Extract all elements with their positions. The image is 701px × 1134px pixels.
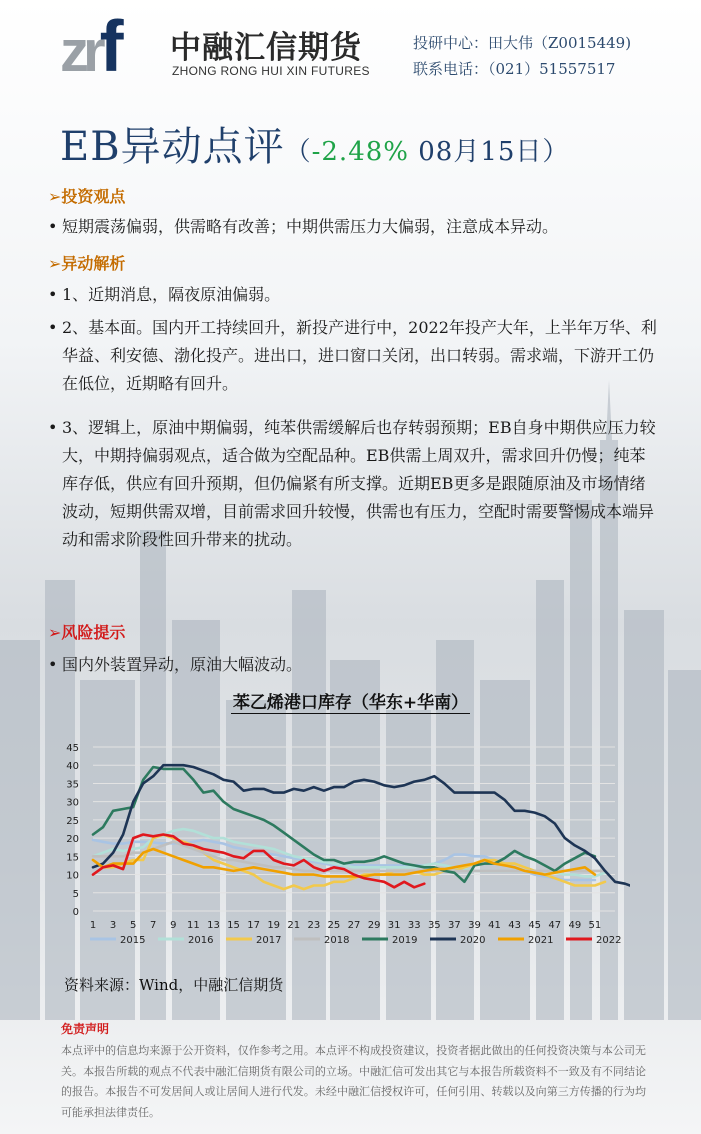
view-item: • 短期震荡偏弱，供需略有改善；中期供需压力大偏弱，注意成本异动。 — [48, 213, 658, 241]
analysis-item-2: • 2、基本面。国内开工持续回升，新投产进行中，2022年投产大年，上半年万华、利华益、利安德、渤化投产。进出口，进口窗口关闭，出口转弱。需求端，下游开工仍在低位，近期略有回升。 — [48, 314, 658, 398]
x-tick-label: 3 — [109, 920, 117, 931]
x-tick-label: 49 — [568, 920, 582, 931]
x-tick-label: 37 — [448, 920, 461, 931]
x-tick-label: 45 — [528, 920, 542, 931]
y-tick-label: 10 — [66, 870, 79, 882]
bullet-icon: • — [48, 285, 58, 304]
x-tick-label: 15 — [227, 920, 240, 931]
y-tick-label: 5 — [72, 888, 79, 900]
x-tick-label: 27 — [347, 920, 361, 931]
bullet-icon: • — [48, 217, 58, 236]
risk-item: • 国内外装置异动，原油大幅波动。 — [48, 651, 658, 679]
y-tick-label: 40 — [66, 761, 79, 773]
arrow-icon: ➢ — [48, 623, 62, 642]
bullet-icon: • — [48, 418, 58, 437]
legend-label-2015: 2015 — [120, 935, 146, 946]
y-tick-label: 20 — [66, 834, 79, 846]
data-source: 资料来源：Wind，中融汇信期货 — [64, 976, 284, 994]
company-name-en: ZHONG RONG HUI XIN FUTURES — [172, 64, 370, 78]
legend-label-2022: 2022 — [596, 935, 622, 946]
legend-label-2019: 2019 — [392, 935, 418, 946]
title-paren-open: （ — [284, 137, 312, 167]
x-tick-label: 19 — [267, 920, 281, 931]
phone-line: 联系电话：（021）51557517 — [413, 60, 616, 78]
x-tick-label: 25 — [327, 920, 341, 931]
inventory-line-chart — [60, 712, 630, 962]
legend-label-2018: 2018 — [324, 935, 350, 946]
y-tick-label: 45 — [66, 743, 79, 754]
section-heading-view: ➢投资观点 — [48, 187, 126, 206]
x-tick-label: 29 — [367, 920, 381, 931]
x-tick-label: 51 — [588, 920, 602, 931]
x-tick-label: 23 — [307, 920, 321, 931]
y-tick-label: 30 — [66, 797, 79, 809]
x-tick-label: 43 — [508, 920, 521, 931]
series-line-2015 — [93, 840, 595, 880]
y-tick-label: 35 — [66, 779, 79, 791]
x-tick-label: 5 — [129, 920, 137, 931]
bullet-icon: • — [48, 318, 58, 337]
arrow-icon: ➢ — [48, 187, 62, 206]
x-tick-label: 31 — [387, 920, 401, 931]
disclaimer-title: 免责声明 — [61, 1022, 110, 1036]
disclaimer-text: 本点评中的信息均来源于公开资料，仅作参考之用。本点评不构成投资建议，投资者据此做出的任何投资决策与本公司无关。本报告所载的观点不代表中融汇信期货有限公司的立场。中融汇信可发出其它与本报告所载资料不一致及有不同结论的报告。本报告不可发居间人或让居间人进行代发。未经中融汇信授权许可，任何引用、转载以及向第三方传播的行为均可能承担法律责任。 — [61, 1044, 646, 1119]
title-date: 08月15日） — [409, 137, 570, 167]
x-tick-label: 9 — [170, 920, 177, 931]
legend-label-2016: 2016 — [188, 935, 214, 946]
legend-label-2021: 2021 — [528, 935, 554, 946]
y-tick-label: 15 — [66, 852, 79, 864]
analysis-item-1: • 1、近期消息，隔夜原油偏弱。 — [48, 281, 658, 309]
x-tick-label: 21 — [287, 920, 301, 931]
x-tick-label: 1 — [89, 920, 97, 931]
arrow-icon: ➢ — [48, 254, 62, 273]
analyst-line: 投研中心：田大伟（Z0015449) — [413, 34, 632, 52]
y-tick-label: 0 — [72, 907, 79, 918]
x-tick-label: 7 — [150, 920, 157, 931]
chart-title: 苯乙烯港口库存（华东+华南） — [232, 693, 469, 713]
bullet-icon: • — [48, 655, 58, 674]
section-heading-analysis: ➢异动解析 — [48, 254, 126, 273]
page-title — [60, 115, 569, 172]
title-main: EB异动点评 — [60, 124, 285, 170]
x-tick-label: 41 — [488, 920, 501, 931]
company-logo — [60, 7, 380, 87]
title-change-pct: -2.48% — [311, 137, 409, 167]
x-tick-label: 35 — [427, 920, 441, 931]
company-name-cn: 中融汇信期货 — [170, 30, 362, 66]
x-tick-label: 17 — [247, 920, 260, 931]
logo-mark: zrf — [60, 7, 118, 87]
x-tick-label: 33 — [407, 920, 421, 931]
contact-block — [413, 30, 631, 82]
x-tick-label: 11 — [187, 920, 200, 931]
y-tick-label: 25 — [66, 815, 79, 827]
x-tick-label: 13 — [207, 920, 220, 931]
x-tick-label: 39 — [468, 920, 481, 931]
legend-label-2017: 2017 — [256, 935, 282, 946]
section-heading-risk: ➢风险提示 — [48, 623, 126, 642]
legend-label-2020: 2020 — [460, 935, 486, 946]
x-tick-label: 47 — [548, 920, 562, 931]
analysis-item-3: • 3、逻辑上，原油中期偏弱，纯苯供需缓解后也存转弱预期；EB自身中期供应压力较大，中期持偏弱观点，适合做为空配品种。EB供需上周双升，需求回升仍慢；纯苯库存低，供应有回升预期，但仍偏紧有所支撑。近期EB更多是跟随原油及市场情绪波动，短期供需双增，目前需求回升较慢，供需也有压力，空配时需要警惕成本端异动和需求阶段性回升带来的扰动。 — [48, 414, 658, 554]
